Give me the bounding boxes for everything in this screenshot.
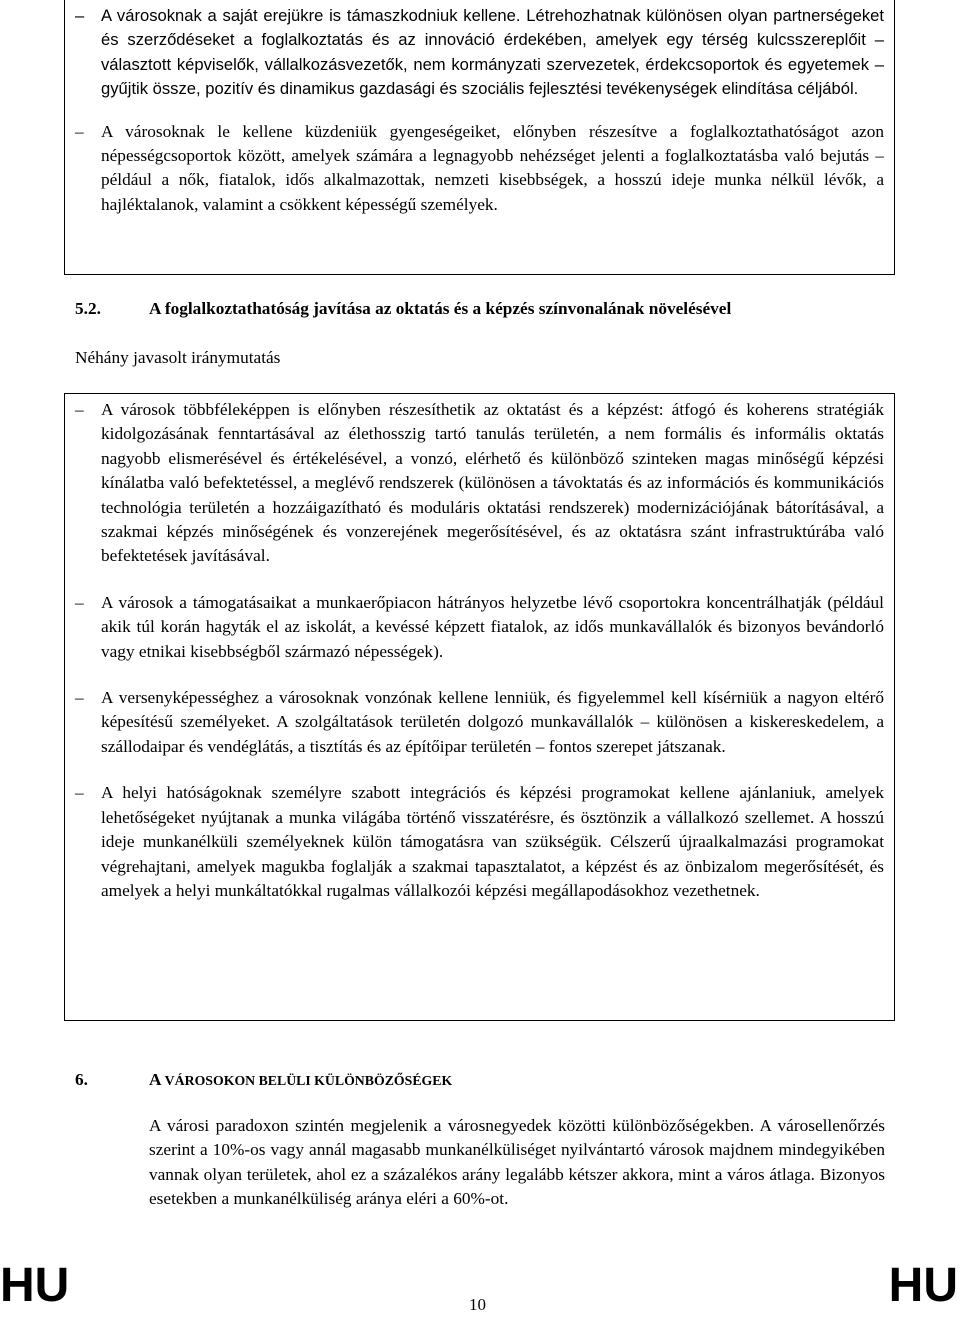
dash-marker: –	[75, 121, 84, 141]
subheading: Néhány javasolt iránymutatás	[75, 348, 281, 367]
dash-marker: –	[75, 688, 84, 708]
bullet-text: A helyi hatóságoknak személyre szabott integrációs és képzési programokat kellene ajánlaniuk, amelyek lehetőségeket nyújtanak a munka világába történő visszatérésre, és ösztönzik a vállalkozó szellemet. A hosszú ideje munkanélküli személyeknek külön támogatásra van szükségük. Célszerű újraalkalmazási programokat végrehajtani, amelyek magukba foglalják a szakmai tapasztalatot, a képzést és az önbizalom megerősítését, és amelyek a helyi munkáltatókkal rugalmas vállalkozói képzési megállapodásokhoz vezethetnek.	[101, 783, 884, 900]
dash-marker: –	[75, 6, 85, 25]
bullet-item	[75, 591, 884, 664]
dash-marker: –	[75, 400, 84, 419]
section-number: 5.2.	[75, 299, 101, 318]
section-number: 6.	[75, 1070, 88, 1089]
bullet-text: A városok többféleképpen is előnyben részesíthetik az oktatást és a képzést: átfogó és koherens stratégiák kidolgozásának fenntartásával az élethosszig tartó tanulás területén, a nem formális és informális oktatás nagyobb elismerésével és értékelésével, a vonzó, elérhető és különböző szinteken magas minőségű képzési kínálatba való befektetéssel, a meglévő rendszerek (különösen a távoktatás és az információs és kommunikációs technológia területén a hozzáigazítható és moduláris oktatási rendszerek) modernizációjának bátorításával, a szakmai képzés minőségének és vonzerejének megerősítésével, és az oktatásra szánt infrastruktúrába való befektetések javításával.	[101, 400, 884, 566]
section-heading-6	[75, 1068, 452, 1093]
dash-marker: –	[75, 783, 84, 803]
bullet-item	[75, 398, 884, 569]
section-6-paragraph: A városi paradoxon szintén megjelenik a városnegyedek közötti különbözőségekben. A városellenőrzés szerint a 10%-os vagy annál magasabb munkanélküliséget nyilvántartó városok majdnem mindegyikében vannak olyan területek, ahol ez a százalékos arány legalább kétszer akkora, mint a város átlaga. Bizonyos esetekben a munkanélküliség aránya eléri a 60%-ot.	[149, 1116, 885, 1209]
bullet-text: A városoknak a saját erejükre is támaszkodniuk kellene. Létrehozhatnak különösen olyan partnerségeket és szerződéseket a foglalkoztatás és az innováció érdekében, amelyek egy térség kulcsszereplőit – választott képviselők, vállalkozásvezetők, nem kormányzati szervezetek, érdekcsoportok és egyetemek – gyűjtik össze, pozitív és dinamikus gazdasági és szociális fejlesztési tevékenységek elindítása céljából.	[101, 6, 884, 99]
section-title-initial: A	[149, 1070, 162, 1089]
text-box-1	[64, 0, 895, 275]
bullet-text: A városoknak le kellene küzdeniük gyengeségeiket, előnyben részesítve a foglalkoztathatóságot azon népességcsoportok között, amelyek számára a legnagyobb nehézséget jelenti a foglalkoztatásba való bejutás – például a nők, fiatalok, idős alkalmazottak, nemzeti kisebbségek, a hosszú ideje munka nélkül lévők, a hajléktalanok, valamint a csökkent képességű személyek.	[101, 121, 884, 214]
bullet-text: A versenyképességhez a városoknak vonzónak kellene lenniük, és figyelemmel kell kísérniük a nagyon eltérő képesítésű személyeket. A szolgáltatások területén dolgozó munkavállalók – különösen a kiskereskedelem, a szállodaipar és vendéglátás, a tisztítás és az építőipar területén – fontos szerepet játszanak.	[101, 688, 884, 756]
bullet-text: A városok a támogatásaikat a munkaerőpiacon hátrányos helyzetbe lévő csoportokra koncentrálhatják (például akik túl korán hagyták el az iskolát, a kevéssé képzett fiatalok, az idős munkavállalók és bizonyos bevándorló vagy etnikai kisebbségből származó népességek).	[101, 592, 884, 661]
bullet-item	[75, 120, 884, 218]
page-number: 10	[469, 1295, 486, 1314]
language-code-right: HU	[888, 1259, 958, 1312]
language-code-left: HU	[0, 1259, 70, 1312]
section-heading-5-2	[75, 297, 731, 321]
bullet-item	[75, 4, 884, 102]
text-box-2	[64, 393, 895, 1021]
bullet-item	[75, 686, 884, 759]
dash-marker: –	[75, 592, 84, 612]
section-title-rest: VÁROSOKON BELÜLI KÜLÖNBÖZŐSÉGEK	[161, 1073, 453, 1088]
section-title: A foglalkoztathatóság javítása az oktatás és a képzés színvonalának növelésével	[149, 299, 732, 318]
bullet-item	[75, 781, 884, 903]
